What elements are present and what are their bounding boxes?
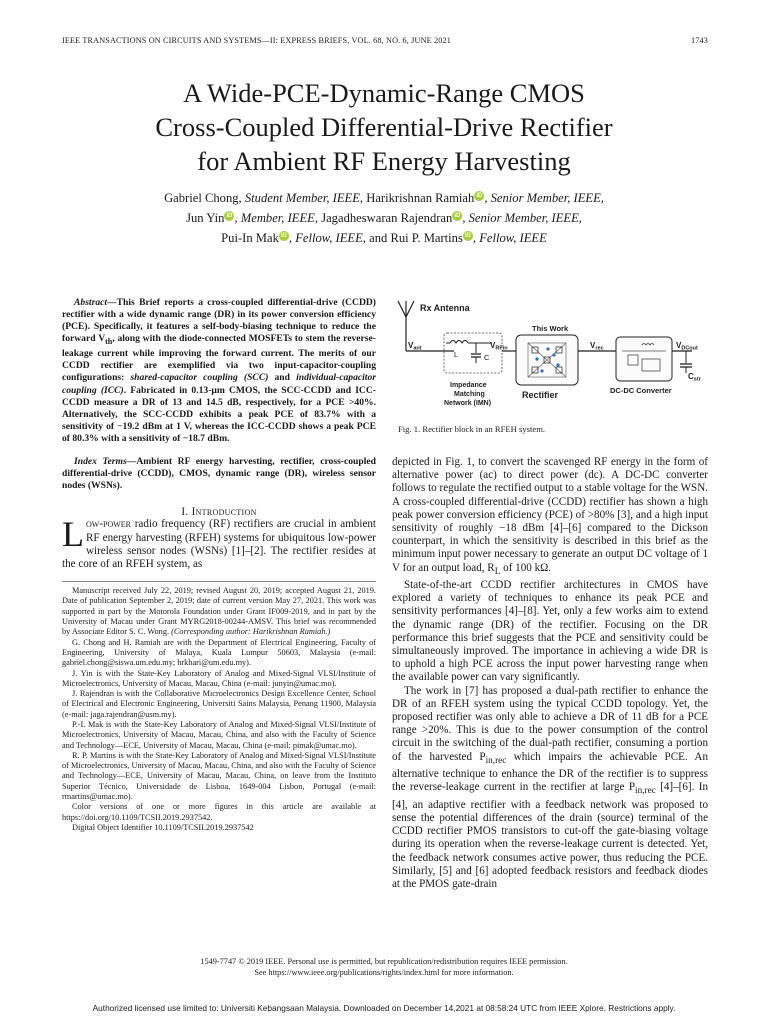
- intro-text: radio frequency (RF) rectifiers are crucial in ambient RF energy harvesting (RFEH) systems for ubiquitous low-power wireless sensor nodes (WSNs) [1]–[2]. The rectifier resides at the core of an RFEH system, as: [62, 518, 376, 570]
- copyright-line: 1549-7747 © 2019 IEEE. Personal use is permitted, but republication/redistribution requires IEEE permission.: [200, 957, 568, 966]
- author-role: , Senior Member, IEEE,: [484, 191, 604, 205]
- abstract-scc: shared-capacitor coupling (SCC): [130, 372, 269, 384]
- inductor-label: L: [454, 350, 459, 359]
- rectifier-label: Rectifier: [522, 390, 559, 400]
- abstract-text: and: [268, 372, 297, 384]
- abstract-icc: individual-capacitor coupling (ICC): [62, 372, 377, 396]
- footnote-affiliation: J. Rajendran is with the Collaborative Microelectronics Design Excellence Center, School of Electrical and Electronic Engineering, Universiti Sains Malaysia, Penang 11900, Malaysia (e-mail: jaga.rajendran@usm.my).: [62, 689, 376, 719]
- orcid-icon[interactable]: iD: [226, 213, 233, 219]
- vdcout-label: VDCout: [676, 341, 698, 352]
- figure-caption: Fig. 1. Rectifier block in an RFEH system.: [398, 424, 546, 434]
- orcid-icon[interactable]: iD: [280, 233, 287, 239]
- author-name: Gabriel Chong,: [164, 191, 242, 205]
- index-terms-label: Index Terms—: [74, 456, 137, 468]
- abstract-text: , along with the diode-connected MOSFETs to stem the reverse-leakage current while improving the forward current. The merits of our CCDD rectifier are exemplified via two input-capacitor-coupling configurations:: [62, 333, 376, 384]
- orcid-icon[interactable]: iD: [454, 213, 461, 219]
- author-role: Student Member, IEEE,: [244, 191, 364, 205]
- footnote-affiliation: P.-I. Mak is with the State-Key Laboratory of Analog and Mixed-Signal VLSI/Institute of Microelectronics, University of Macau, Macau, China, and also with the Faculty of Science and Technology—ECE, University of Macau, Macau, China (e-mail: pimak@umac.mo).: [62, 719, 376, 750]
- abstract-text: This Brief reports a cross-coupled differential-drive (CCDD) rectifier with a wide dynamic range (DR) in its power conversion efficiency (PCE). Specifically, it features a self-body-biasing technique to reduce the forward V: [62, 297, 376, 345]
- section-title: Introduction: [191, 506, 257, 519]
- rfeh-block-diagram: [392, 297, 708, 421]
- current-flow-marker: [552, 353, 555, 356]
- footnote-affiliation: G. Chong and H. Ramiah are with the Department of Electrical Engineering, Faculty of Engineering, University of Malaya, Kuala Lumpur 50603, Malaysia (e-mail: gabriel.chong@siswa.um.edu.my; hrkhari@um.edu.my).: [62, 637, 376, 668]
- intro-text-right: [392, 456, 708, 891]
- vant-label: Vant: [408, 341, 422, 352]
- antenna-label: Rx Antenna: [420, 303, 470, 313]
- author-list: [0, 188, 768, 248]
- section-numeral: I.: [181, 506, 189, 519]
- copyright-notice: [0, 957, 768, 978]
- index-terms: [62, 456, 376, 492]
- imn-label-1: Impedance: [450, 382, 487, 389]
- footnote-affiliation: J. Yin is with the State-Key Laboratory of Analog and Mixed-Signal VLSI/Institute of Microelectronics, University of Macau, Macau, China (e-mail: junyin@umac.mo).: [62, 668, 376, 688]
- author-role: , Member, IEEE,: [234, 211, 319, 225]
- dcdc-label: DC-DC Converter: [610, 386, 672, 395]
- footnote-doi: Digital Object Identifier 10.1109/TCSII.2019.2937542: [72, 822, 254, 832]
- abstract-text: . Fabricated in 0.13-μm CMOS, the SCC-CCDD and ICC-CCDD measure a DR of 13 and 14.5 dB, respectively, for a PCE >40%. Alternatively, the SCC-CCDD exhibits a peak PCE of 83.7% with a sensitivity of −19.2 dBm at 1 V, whereas the ICC-CCDD shows a peak PCE of 80.3% with a sensitivity of −18.7 dBm.: [62, 384, 376, 444]
- intro-text-left: [62, 514, 376, 571]
- storage-capacitor-icon: [680, 351, 692, 373]
- capacitor-label: C: [484, 353, 490, 362]
- author-role: , Fellow, IEEE,: [288, 231, 366, 245]
- license-notice: Authorized licensed use limited to: Universiti Kebangsaan Malaysia. Downloaded on December 14,2021 at 08:58:24 UTC from IEEE Xplore. Restrictions apply.: [92, 1003, 676, 1013]
- author-name: Jagadheswaran Rajendran: [321, 211, 453, 225]
- running-header: [62, 36, 708, 45]
- author-name: Harikrishnan Ramiah: [366, 191, 475, 205]
- rights-link[interactable]: See https://www.ieee.org/publications/rights/index.html for more information.: [254, 967, 514, 977]
- page-number: 1743: [691, 36, 708, 45]
- paragraph: State-of-the-art CCDD rectifier architectures in CMOS have explored a variety of techniques to enhance its peak PCE and sensitivity performances [4]–[8]. Yet, only a few works aim to extend the dynamic range (DR) of the rectifier. Focusing on the DR performance this brief suggests that the PCE and sensitivity could be simultaneously improved. The importance in achieving a wide DR is to uphold a high PCE across the input power harvesting range when the available power can vary significantly.: [392, 579, 708, 684]
- author-line-2: [0, 208, 768, 228]
- title-line-1: A Wide-PCE-Dynamic-Range CMOS: [183, 78, 585, 108]
- footnote-affiliation: R. P. Martins is with the State-Key Laboratory of Analog and Mixed-Signal VLSI/Institute of Microelectronics, University of Macau, Macau, China, and also with the Faculty of Science and Technology—ECE, University of Macau, Macau, China, on leave from the Instituto Superior Técnico, Universidade de Lisboa, 1649-004 Lisbon, Portugal (e-mail: rmartins@umac.mo).: [62, 750, 376, 802]
- imn-label-3: Network (IMN): [444, 400, 492, 407]
- paper-title: [0, 76, 768, 178]
- inductor-icon: [446, 341, 492, 344]
- abstract-label: Abstract—: [74, 297, 117, 308]
- intro-first-word: ow-power: [86, 518, 132, 531]
- current-flow-marker: [540, 369, 543, 372]
- drop-cap: L: [62, 514, 84, 555]
- footnote-manuscript: Manuscript received July 22, 2019; revised August 20, 2019; accepted August 21, 2019. Date of publication September 2, 2019; date of current version May 27, 2021. This work was supported in part by the Motorola Foundation under Grant IF009-2019, and in part by the University of Macau under Grant MYRG2018-00244-AMSV. This brief was recommended by Associate Editor S. C. Wong.: [62, 586, 376, 637]
- paragraph: The work in [7] has proposed a dual-path rectifier to enhance the DR of an RFEH system using the typical CCDD topology. Yet, the proposed rectifier was only able to achieve a DR of 11 dB for a PCE range >20%. This is due to the power consumption of the control circuit in the switching of the dual-path rectifier, consuming a portion of the harvested $P_{in,rec}$ which impairs the achievable PCE. An alternative technique to enhance the DR of the rectifier is to suppress the reverse-leakage current in the rectifier at large $P_{in,rec}$ [4]–[6]. In [4], an adaptive rectifier with a feedback network was proposed to sense the potential differences of the drain (source) terminal of the CCDD rectifier PMOS transistors to cut-off the gate-biasing voltage during its operation when the reverse-leakage current is detected. Yet, the feedback network consumes active power, thus reducing the PCE. Similarly, [5] and [6] adopted feedback resistors and feedback diodes at the PMOS gate-drain: [392, 684, 708, 890]
- left-column: [62, 297, 376, 833]
- author-conjunction: and: [369, 231, 388, 245]
- current-flow-marker: [546, 347, 549, 350]
- index-terms-text: Ambient RF energy harvesting, rectifier, cross-coupled differential-drive (CCDD), CMOS, dynamic range (DR), wireless sensor nodes (WSNs).: [62, 456, 376, 492]
- section-heading-introduction: [62, 506, 376, 518]
- right-column: [392, 297, 708, 891]
- paragraph: depicted in Fig. 1, to convert the scavenged RF energy in the form of alternative power (ac) to direct power (dc). A DC-DC converter follows to regulate the rectified output to a stable voltage for the WSN. A cross-coupled differential-drive (CCDD) rectifier has shown a high peak power conversion efficiency (PCE) of >80% [3], and a high input sensitivity of roughly −18 dBm [4]–[6] compared to the Dickson counterpart, in which the sensitivity is described in this brief as the minimum input power necessary to generate an output DC voltage of 1 V for an output load, $R_L$ of 100 kΩ.: [392, 456, 708, 577]
- figure-1: [392, 297, 708, 421]
- author-role: , Senior Member, IEEE,: [462, 211, 582, 225]
- current-flow-marker: [556, 363, 559, 366]
- title-line-3: for Ambient RF Energy Harvesting: [197, 146, 571, 176]
- author-name: Pui-In Mak: [221, 231, 279, 245]
- author-name: Rui P. Martins: [390, 231, 463, 245]
- orcid-icon[interactable]: iD: [464, 233, 471, 239]
- vrfin-label: VRFin: [490, 341, 508, 352]
- vth-subscript: th: [105, 337, 113, 347]
- imn-box: [444, 333, 502, 373]
- this-work-label: This Work: [532, 324, 569, 333]
- imn-label-2: Matching: [454, 391, 485, 398]
- cstr-label: Cstr: [688, 372, 701, 383]
- corresponding-author: (Corresponding author: Harikrishnan Ramiah.): [171, 627, 331, 637]
- current-flow-marker: [535, 357, 538, 360]
- orcid-icon[interactable]: iD: [476, 193, 483, 199]
- author-role: , Fellow, IEEE: [472, 231, 547, 245]
- vrec-label: Vrec: [590, 341, 604, 352]
- abstract: [62, 297, 376, 445]
- capacitor-icon: [471, 343, 481, 363]
- title-line-2: Cross-Coupled Differential-Drive Rectifier: [155, 112, 613, 142]
- journal-name: IEEE TRANSACTIONS ON CIRCUITS AND SYSTEMS—II: EXPRESS BRIEFS, VOL. 68, NO. 6, JUNE 2021: [62, 36, 451, 45]
- footnotes: [62, 581, 376, 833]
- author-name: Jun Yin: [186, 211, 225, 225]
- author-line-1: [0, 188, 768, 208]
- footnote-color-versions[interactable]: Color versions of one or more figures in this article are available at https://doi.org/10.1109/TCSII.2019.2937542.: [62, 802, 376, 822]
- author-line-3: [0, 228, 768, 248]
